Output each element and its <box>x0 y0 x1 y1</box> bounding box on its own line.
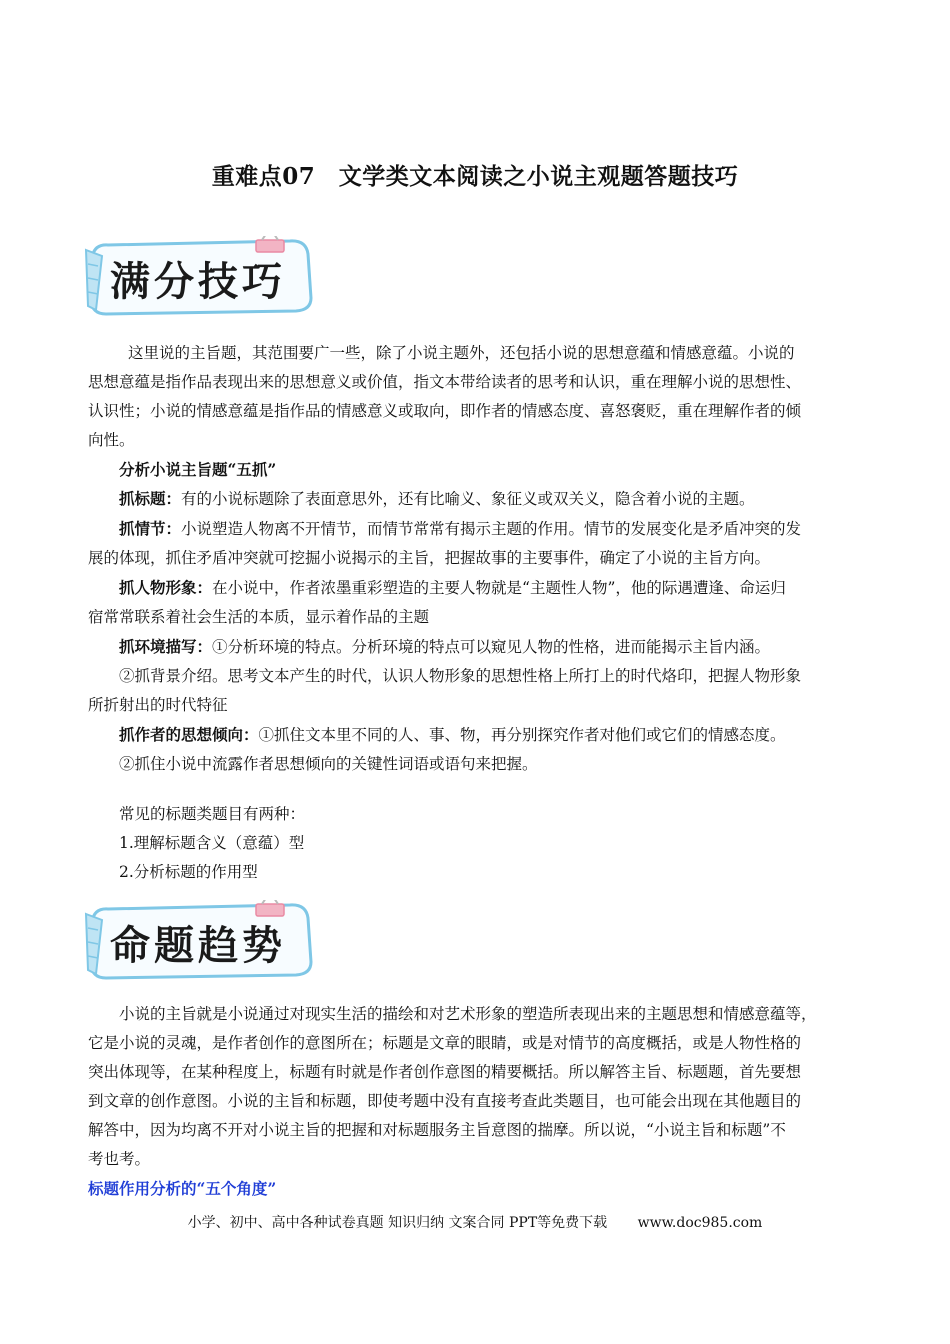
point-environment <box>88 632 863 662</box>
point-text: 宿常常联系着社会生活的本质，显示着作品的主题 <box>88 608 430 626</box>
point-text: ①分析环境的特点。分析环境的特点可以窥见人物的性格，进而能揭示主旨内涵。 <box>212 638 771 656</box>
intro-line: 这里说的主旨题，其范围要广一些，除了小说主题外，还包括小说的思想意蕴和情感意蕴。小说的 <box>128 344 795 362</box>
footer-text: 小学、初中、高中各种试卷真题 知识归纳 文案合同 PPT等免费下载 <box>187 1215 608 1231</box>
trend-line: 到文章的创作意图。小说的主旨和标题，即使考题中没有直接考查此类题目，也可能会出现在其他题目的 <box>88 1092 802 1110</box>
banner-title: 满分技巧 <box>110 259 286 305</box>
point-key-words: ②抓住小说中流露作者思想倾向的关键性词语或语句来把握。 <box>119 755 538 773</box>
types-intro: 常见的标题类题目有两种： <box>119 805 306 823</box>
point-label: 抓环境描写： <box>119 637 213 656</box>
point-author-tendency <box>88 720 863 750</box>
point-background: ②抓背景介绍。思考文本产生的时代，认识人物形象的思想性格上所打上的时代烙印，把握人物形象 <box>119 667 802 685</box>
type-item: 1.理解标题含义（意蕴）型 <box>119 834 305 852</box>
title-types-block <box>88 800 863 887</box>
banner-title: 命题趋势 <box>110 923 286 969</box>
page-title: 重难点07 文学类文本阅读之小说主观题答题技巧 <box>211 163 739 190</box>
point-label: 抓标题： <box>119 489 182 508</box>
intro-line: 思想意蕴是指作品表现出来的思想意义或价值，指文本带给读者的思考和认识，重在理解小说的思想性、 <box>88 373 802 391</box>
point-text: 所折射出的时代特征 <box>88 696 228 714</box>
trend-line: 小说的主旨就是小说通过对现实生活的描绘和对艺术形象的塑造所表现出来的主题思想和情感意蕴等， <box>119 1005 817 1023</box>
point-label: 抓人物形象： <box>119 578 213 597</box>
five-angles-heading: 标题作用分析的“五个角度” <box>88 1179 277 1198</box>
trend-line: 考也考。 <box>88 1150 151 1168</box>
type-item: 2.分析标题的作用型 <box>119 863 258 881</box>
trend-line: 突出体现等，在某种程度上，标题有时就是作者创作意图的精要概括。所以解答主旨、标题题，首先要想 <box>88 1063 802 1081</box>
banner-trend <box>84 900 320 980</box>
trend-line: 解答中，因为均离不开对小说主旨的把握和对标题服务主旨意图的揣摩。所以说，“小说主旨和标题”不 <box>88 1121 786 1139</box>
five-points-block <box>88 455 863 779</box>
point-label: 抓作者的思想倾向： <box>119 725 259 744</box>
point-text: ①抓住文本里不同的人、事、物，再分别探究作者对他们或它们的情感态度。 <box>258 726 786 744</box>
intro-paragraph <box>88 339 863 455</box>
page-footer <box>0 1212 950 1232</box>
point-character <box>88 573 863 603</box>
point-text: 有的小说标题除了表面意思外，还有比喻义、象征义或双关义，隐含着小说的主题。 <box>181 490 755 508</box>
banner-full-marks <box>84 236 320 316</box>
point-title <box>88 484 863 514</box>
trend-paragraph <box>88 1000 863 1203</box>
trend-line: 它是小说的灵魂，是作者创作的意图所在；标题是文章的眼睛，或是对情节的高度概括，或是人物性格的 <box>88 1034 802 1052</box>
point-plot <box>88 514 863 544</box>
point-text: 小说塑造人物离不开情节，而情节常常有揭示主题的作用。情节的发展变化是矛盾冲突的发 <box>181 520 802 538</box>
intro-line: 向性。 <box>88 431 135 449</box>
five-points-heading: 分析小说主旨题“五抓” <box>119 460 277 479</box>
point-text: 在小说中，作者浓墨重彩塑造的主要人物就是“主题性人物”，他的际遇遭逢、命运归 <box>212 579 786 597</box>
footer-site-link[interactable]: www.doc985.com <box>637 1215 763 1231</box>
point-label: 抓情节： <box>119 519 182 538</box>
point-text: 展的体现，抓住矛盾冲突就可挖掘小说揭示的主旨，把握故事的主要事件，确定了小说的主旨方向。 <box>88 549 771 567</box>
intro-line: 认识性；小说的情感意蕴是指作品的情感意义或取向，即作者的情感态度、喜怒褒贬，重在理解作者的倾 <box>88 402 802 420</box>
